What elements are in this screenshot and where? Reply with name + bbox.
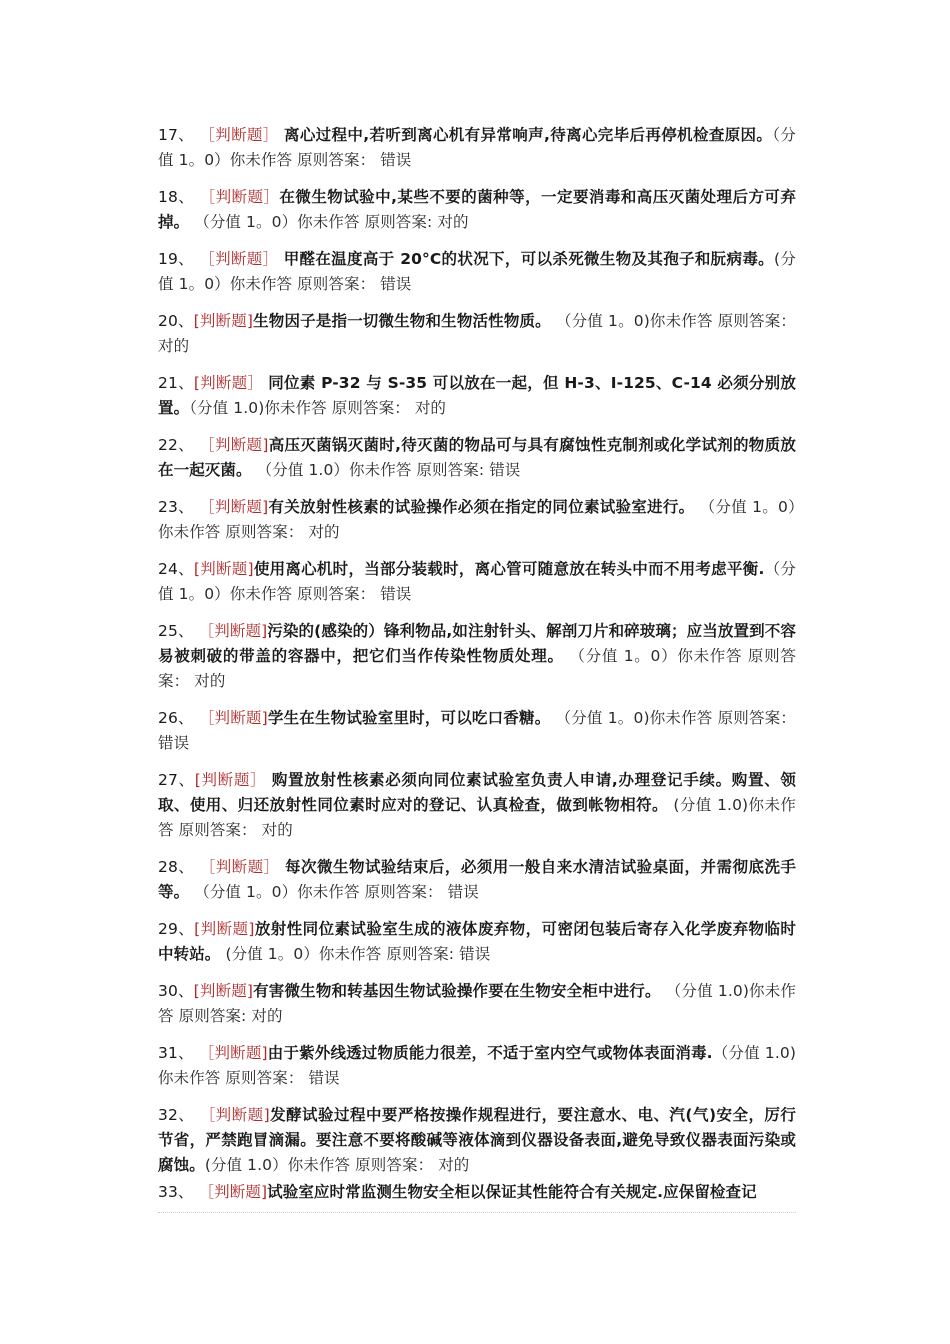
question-type-tag: ［判断题] (199, 1106, 270, 1124)
question-item (158, 433, 796, 483)
question-item (158, 495, 796, 545)
question-item (158, 557, 796, 607)
question-item (158, 979, 796, 1029)
question-stem: 在微生物试验中,某些不要的菌种等，一定要消毒和高压灭菌处理后方可弃掉。 (158, 188, 796, 231)
question-item (158, 185, 796, 235)
question-type-tag: ［判断题］ (199, 188, 280, 206)
question-type-tag: [判断题］ (193, 374, 264, 392)
question-stem: 使用离心机时，当部分装载时，离心管可随意放在转头中而不用考虑平衡. (253, 560, 765, 578)
question-number: 26、 (158, 709, 194, 727)
question-type-tag: [判断题] (194, 920, 255, 938)
question-item (158, 371, 796, 421)
question-meta: （分值 1。0）你未作答 原则答案： 对的 (158, 498, 796, 541)
partial-question-container (158, 1180, 796, 1210)
question-stem: 离心过程中,若听到离心机有异常响声,待离心完毕后再停机检查原因。 (283, 126, 773, 144)
question-stem: 生物因子是指一切微生物和生物活性物质。 (253, 312, 551, 330)
question-stem: 每次微生物试验结束后，必须用一般自来水清洁试验桌面，并需彻底洗手等。 (158, 858, 797, 901)
question-stem: 甲醛在温度高于 20°C的状况下，可以杀死微生物及其孢子和朊病毒。 (283, 250, 775, 268)
question-stem: 由于紫外线透过物质能力很差，不适于室内空气或物体表面消毒. (267, 1044, 713, 1062)
question-stem: 污染的(感染的）锋利物品,如注射针头、解剖刀片和碎玻璃；应当放置到不容易被刺破的带盖的容器中，把它们当作传染性物质处理。 (158, 622, 796, 665)
question-stem: 有关放射性核素的试验操作必须在指定的同位素试验室进行。 (268, 498, 695, 516)
question-type-tag: [判断题] (193, 312, 254, 330)
question-number: 21、 (158, 374, 194, 392)
question-stem: 学生在生物试验室里时，可以吃口香糖。 (267, 709, 551, 727)
question-type-tag: ［判断题] (198, 709, 268, 727)
question-meta: （分值 1.0)你未作答 原则答案： 对的 (189, 399, 447, 417)
question-meta: (分值 1。0）你未作答 原则答案: 错误 (225, 945, 491, 963)
question-number: 28、 (158, 858, 195, 876)
question-number: 23、 (158, 498, 194, 516)
question-number: 27、 (158, 771, 195, 789)
question-type-tag: ［判断题］ (199, 250, 279, 268)
question-stem: 高压灭菌锅灭菌时,待灭菌的物品可与具有腐蚀性克制剂或化学试剂的物质放在一起灭菌。 (158, 436, 796, 479)
question-type-tag: ［判断题] (198, 1183, 268, 1201)
question-stem: 放射性同位素试验室生成的液体废弃物，可密闭包装后寄存入化学废弃物临时中转站。 (158, 920, 796, 963)
question-type-tag: [判断题] (193, 982, 254, 1000)
question-number: 32、 (158, 1106, 195, 1124)
question-stem: 同位素 P-32 与 S-35 可以放在一起，但 H-3、I-125、C-14 必须分别放置。 (158, 374, 796, 417)
question-item (158, 619, 796, 694)
question-meta: （分值 1。0）你未作答 原则答案： 错误 (158, 126, 796, 169)
question-type-tag: [判断题] (193, 560, 254, 578)
question-number: 33、 (158, 1183, 194, 1201)
question-meta: （分值 1。0）你未作答 原则答案： 对的 (158, 647, 796, 690)
question-meta: （分值 1。0）你未作答 原则答案: 对的 (194, 213, 469, 231)
page-cut-divider (158, 1212, 796, 1213)
question-stem: 发酵试验过程中要严格按操作规程进行，要注意水、电、汽(气)安全，厉行节省，严禁跑冒滴漏。要注意不要将酸碱等液体滴到仪器设备表面,避免导致仪器表面污染或腐蚀。 (158, 1106, 796, 1174)
question-type-tag: ［判断题］ (199, 126, 279, 144)
question-type-tag: [判断题］ (194, 771, 267, 789)
question-meta: (分值 1.0）你未作答 原则答案： 对的 (204, 1156, 470, 1174)
question-number: 22、 (158, 436, 194, 454)
question-list (158, 123, 796, 1190)
question-meta: （分值 1。0）你未作答 原则答案： 错误 (194, 883, 479, 901)
question-item (158, 123, 796, 173)
question-item (158, 768, 796, 843)
question-stem: 试验室应时常监测生物安全柜以保证其性能符合有关规定.应保留检查记 (267, 1183, 757, 1201)
question-meta: （分值 1.0）你未作答 原则答案: 错误 (256, 461, 521, 479)
question-meta: （分值 1。0)你未作答 原则答案： 对的 (158, 312, 796, 355)
question-type-tag: ［判断题］ (199, 858, 280, 876)
question-number: 29、 (158, 920, 195, 938)
question-meta: （分值 1。0)你未作答 原则答案： 错误 (158, 709, 796, 752)
question-item (158, 917, 796, 967)
question-number: 24、 (158, 560, 194, 578)
question-type-tag: ［判断题] (198, 622, 268, 640)
question-meta: (分值 1。0）你未作答 原则答案： 错误 (158, 250, 796, 293)
question-number: 25、 (158, 622, 194, 640)
question-item (158, 247, 796, 297)
question-meta: （分值 1.0)你未作答 原则答案： 错误 (158, 1044, 796, 1087)
question-number: 17、 (158, 126, 195, 144)
question-item-partial (158, 1180, 796, 1205)
question-number: 19、 (158, 250, 194, 268)
question-number: 30、 (158, 982, 194, 1000)
question-type-tag: ［判断题] (199, 436, 269, 454)
question-item (158, 309, 796, 359)
question-meta: (分值 1.0)你未作答 原则答案： 对的 (158, 796, 797, 839)
question-number: 31、 (158, 1044, 194, 1062)
question-item (158, 855, 796, 905)
question-stem: 购置放射性核素必须向同位素试验室负责人申请,办理登记手续。购置、领取、使用、归还放射性同位素时应对的登记、认真检查，做到帐物相符。 (158, 771, 796, 814)
question-item (158, 706, 796, 756)
question-number: 18、 (158, 188, 195, 206)
question-item (158, 1103, 796, 1178)
question-meta: （分值 1。0）你未作答 原则答案： 错误 (158, 560, 796, 603)
question-type-tag: ［判断题] (198, 1044, 268, 1062)
question-type-tag: ［判断题] (199, 498, 269, 516)
question-meta: （分值 1.0)你未作答 原则答案: 对的 (158, 982, 796, 1025)
question-stem: 有害微生物和转基因生物试验操作要在生物安全柜中进行。 (253, 982, 661, 1000)
question-number: 20、 (158, 312, 194, 330)
question-item (158, 1041, 796, 1091)
